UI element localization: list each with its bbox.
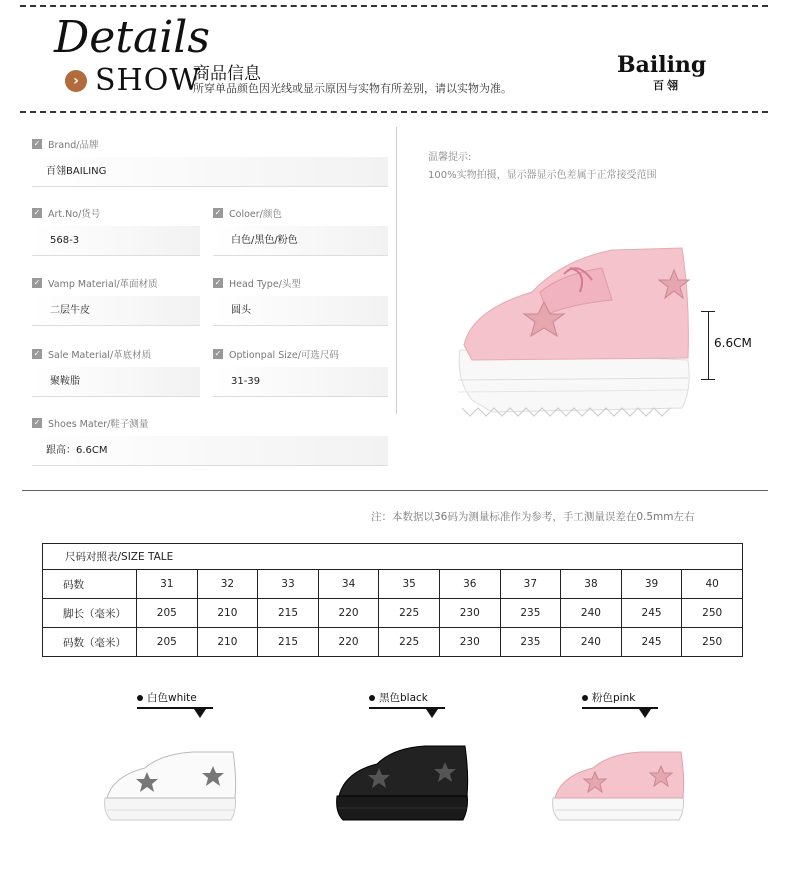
triangle-down-icon — [194, 709, 206, 718]
tip-title: 温馨提示: — [428, 152, 472, 163]
table-cell: 245 — [621, 628, 682, 657]
spec-art-no — [32, 206, 200, 256]
spec-label: Brand/品牌 — [48, 140, 99, 151]
spec-value: 白色/黑色/粉色 — [213, 226, 388, 256]
color-label: 白色white — [147, 692, 197, 704]
table-cell: 225 — [379, 599, 440, 628]
table-cell: 205 — [137, 599, 198, 628]
color-label: 黑色black — [379, 692, 428, 704]
header-dashed-divider — [20, 111, 768, 113]
table-cell: 32 — [197, 570, 258, 599]
color-variant-pink[interactable] — [582, 690, 635, 705]
spec-label: Shoes Mater/鞋子测量 — [48, 419, 149, 430]
check-icon: ✓ — [214, 349, 222, 358]
table-cell: 39 — [621, 570, 682, 599]
table-cell: 235 — [500, 628, 561, 657]
table-cell: 205 — [137, 628, 198, 657]
table-cell: 31 — [137, 570, 198, 599]
chevron-right-icon: › — [65, 70, 87, 92]
shoe-main-image — [452, 240, 697, 420]
triangle-down-icon — [639, 709, 651, 718]
check-icon: ✓ — [33, 418, 41, 427]
top-dashed-divider — [20, 5, 768, 7]
row-header: 码数（毫米） — [43, 628, 137, 657]
table-cell: 215 — [258, 599, 319, 628]
table-cell: 240 — [561, 628, 622, 657]
bullet-icon — [582, 695, 588, 701]
spec-label: Sale Material/革底材质 — [48, 350, 152, 361]
check-icon: ✓ — [214, 278, 222, 287]
table-cell: 38 — [561, 570, 622, 599]
bullet-icon — [369, 695, 375, 701]
spec-value: 跟高：6.6CM — [32, 436, 388, 466]
table-cell: 250 — [682, 628, 743, 657]
size-table — [42, 543, 743, 657]
spec-head-type — [213, 276, 388, 326]
spec-value: 568-3 — [32, 226, 200, 256]
check-icon: ✓ — [33, 349, 41, 358]
spec-color — [213, 206, 388, 256]
spec-label: Art.No/货号 — [48, 209, 101, 220]
brand-logo-text: Bailing — [617, 52, 707, 78]
brand-logo — [617, 52, 706, 78]
table-cell: 250 — [682, 599, 743, 628]
check-icon: ✓ — [33, 278, 41, 287]
spec-label: Optionpal Size/可选尺码 — [229, 350, 339, 361]
section-divider — [22, 490, 768, 491]
tip-text: 100%实物拍摄，显示器显示色差属于正常接受范围 — [428, 170, 657, 181]
check-icon: ✓ — [33, 208, 41, 217]
brand-cn: 百翎 — [653, 79, 681, 92]
spec-label: Vamp Material/革面材质 — [48, 279, 158, 290]
table-cell: 220 — [318, 628, 379, 657]
spec-sole-material — [32, 347, 200, 397]
table-cell: 35 — [379, 570, 440, 599]
shoe-pink-image — [549, 748, 689, 828]
vertical-divider — [396, 127, 397, 414]
row-header: 脚长（毫米） — [43, 599, 137, 628]
spec-value: 圆头 — [213, 296, 388, 326]
table-cell: 225 — [379, 628, 440, 657]
check-icon: ✓ — [33, 139, 41, 148]
row-header: 码数 — [43, 570, 137, 599]
table-cell: 33 — [258, 570, 319, 599]
header-cn-title: 商品信息 — [193, 64, 261, 84]
heel-height-label: 6.6CM — [714, 336, 752, 350]
table-cell: 210 — [197, 599, 258, 628]
spec-brand — [32, 137, 388, 187]
measure-line — [708, 311, 709, 379]
color-variant-black[interactable] — [369, 690, 428, 705]
details-title: Details — [54, 12, 210, 63]
table-cell: 37 — [500, 570, 561, 599]
spec-value: 二层牛皮 — [32, 296, 200, 326]
table-cell: 34 — [318, 570, 379, 599]
table-cell: 40 — [682, 570, 743, 599]
check-icon: ✓ — [214, 208, 222, 217]
table-cell: 36 — [439, 570, 500, 599]
spec-value: 聚鞍脂 — [32, 367, 200, 397]
table-row — [43, 628, 743, 657]
header-subtitle: 所穿单品颜色因光线或显示原因与实物有所差别，请以实物为准。 — [193, 82, 512, 95]
table-cell: 230 — [439, 628, 500, 657]
show-title: SHOW — [95, 63, 202, 98]
bullet-icon — [137, 695, 143, 701]
measurement-note: 注：本数据以36码为测量标准作为参考，手工测量误差在0.5mm左右 — [371, 511, 695, 523]
table-cell: 220 — [318, 599, 379, 628]
color-label: 粉色pink — [592, 692, 636, 704]
spec-value: 31-39 — [213, 367, 388, 397]
table-cell: 245 — [621, 599, 682, 628]
measure-bottom-tick — [701, 379, 715, 380]
table-row — [43, 570, 743, 599]
spec-size-range — [213, 347, 388, 397]
spec-label: Head Type/头型 — [229, 279, 301, 290]
size-table-caption: 尺码对照表/SIZE TALE — [43, 544, 743, 570]
spec-value: 百翎BAILING — [32, 157, 388, 187]
spec-vamp-material — [32, 276, 200, 326]
shoe-white-image — [101, 748, 241, 828]
table-row — [43, 599, 743, 628]
table-cell: 235 — [500, 599, 561, 628]
table-cell: 215 — [258, 628, 319, 657]
spec-label: Coloer/颜色 — [229, 209, 282, 220]
spec-measurement — [32, 416, 388, 466]
table-cell: 230 — [439, 599, 500, 628]
table-cell: 240 — [561, 599, 622, 628]
triangle-down-icon — [426, 709, 438, 718]
color-variant-white[interactable] — [137, 690, 197, 705]
table-cell: 210 — [197, 628, 258, 657]
shoe-black-image — [333, 742, 473, 828]
